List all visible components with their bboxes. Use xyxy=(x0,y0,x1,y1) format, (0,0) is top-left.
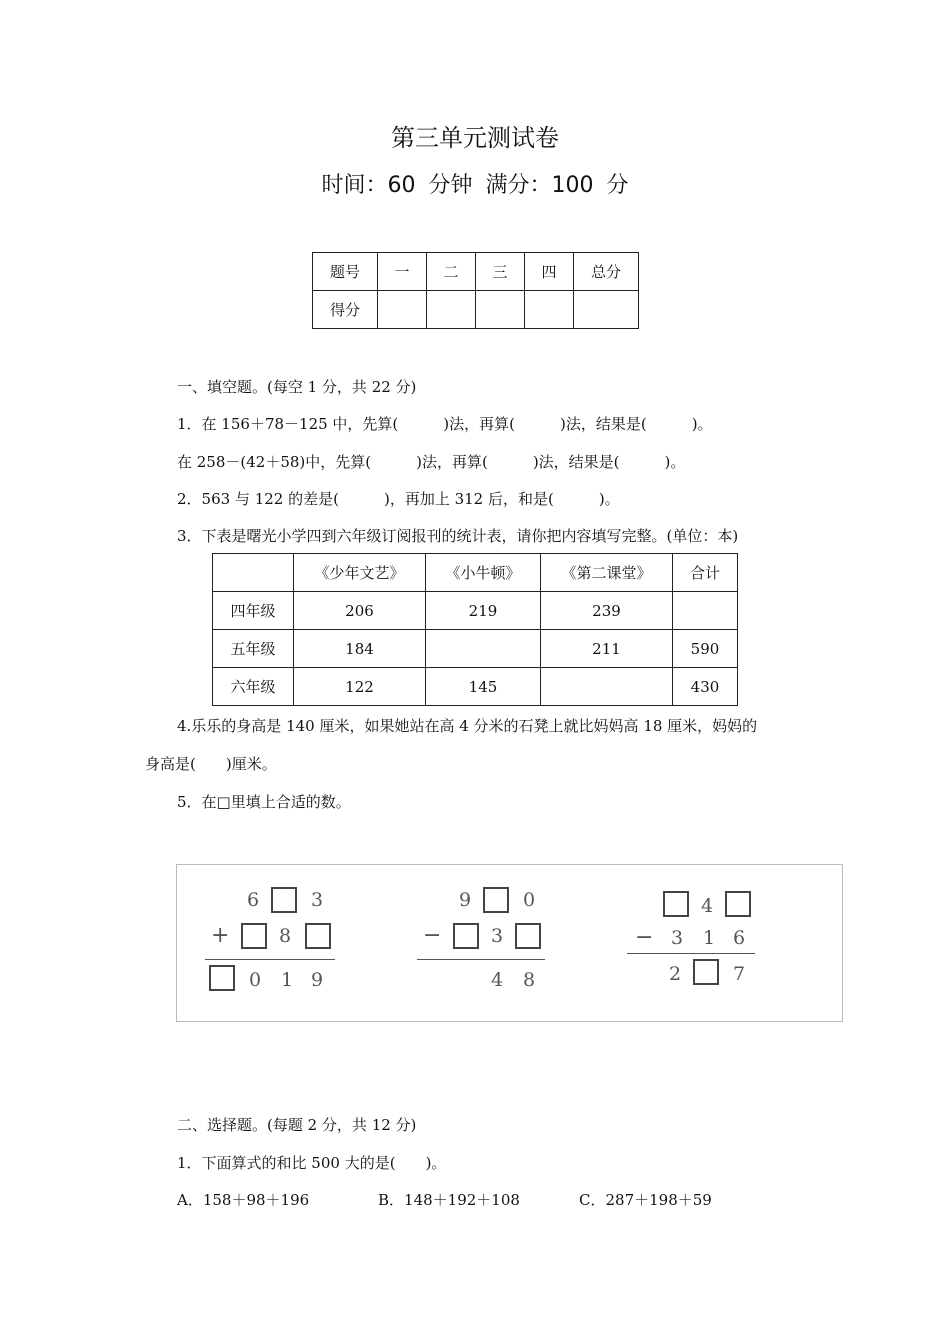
difference-line xyxy=(417,959,545,960)
page-title: 第三单元测试卷 xyxy=(391,124,559,152)
score-cell[interactable] xyxy=(378,291,427,329)
sum-line xyxy=(205,959,335,960)
stat-header-cell: 《小牛顿》 xyxy=(426,554,541,592)
stat-cell: 590 xyxy=(673,630,738,668)
digit: 8 xyxy=(279,925,292,947)
score-cell[interactable] xyxy=(476,291,525,329)
difference-line xyxy=(627,953,755,954)
score-header-cell: 总分 xyxy=(574,253,639,291)
stat-cell: 145 xyxy=(426,668,541,706)
score-header-cell: 题号 xyxy=(313,253,378,291)
section2-heading: 二、选择题。(每题 2 分，共 12 分) xyxy=(177,1116,417,1134)
grade-label: 六年级 xyxy=(213,668,294,706)
section1-heading: 一、填空题。(每空 1 分，共 22 分) xyxy=(177,378,417,396)
score-label-cell: 得分 xyxy=(313,291,378,329)
grade-label: 五年级 xyxy=(213,630,294,668)
digit: 0 xyxy=(523,889,536,911)
blank-box[interactable] xyxy=(693,959,719,985)
blank-box[interactable] xyxy=(663,891,689,917)
option-a[interactable]: A．158＋98＋196 xyxy=(177,1191,310,1209)
stat-cell: 184 xyxy=(294,630,426,668)
choice-question-1: 1．下面算式的和比 500 大的是( )。 xyxy=(177,1154,447,1172)
option-c[interactable]: C．287＋198＋59 xyxy=(579,1191,712,1209)
stat-cell: 219 xyxy=(426,592,541,630)
stat-cell[interactable] xyxy=(426,630,541,668)
score-cell[interactable] xyxy=(574,291,639,329)
stat-cell[interactable] xyxy=(673,592,738,630)
blank-box[interactable] xyxy=(241,923,267,949)
digit: 4 xyxy=(701,895,714,917)
question-2: 2．563 与 122 的差是( )，再加上 312 后，和是( )。 xyxy=(177,490,620,508)
table-row xyxy=(213,592,738,630)
digit: 7 xyxy=(733,963,746,985)
score-cell[interactable] xyxy=(427,291,476,329)
digit: 2 xyxy=(669,963,682,985)
stat-cell: 122 xyxy=(294,668,426,706)
digit: 3 xyxy=(491,925,504,947)
blank-box[interactable] xyxy=(271,887,297,913)
time-score-info: 时间：60 分钟 满分：100 分 xyxy=(321,173,629,198)
stat-header-cell: 《第二课堂》 xyxy=(541,554,673,592)
digit: 9 xyxy=(311,969,324,991)
blank-box[interactable] xyxy=(453,923,479,949)
question-5: 5．在□里填上合适的数。 xyxy=(177,793,351,811)
score-header-cell: 二 xyxy=(427,253,476,291)
option-b[interactable]: B．148＋192＋108 xyxy=(378,1191,520,1209)
question-3: 3．下表是曙光小学四到六年级订阅报刊的统计表，请你把内容填写完整。(单位：本) xyxy=(177,527,739,545)
question-1b: 在 258－(42＋58)中，先算( )法，再算( )法，结果是( )。 xyxy=(177,453,686,471)
blank-box[interactable] xyxy=(725,891,751,917)
blank-box[interactable] xyxy=(305,923,331,949)
stat-header-cell: 《少年文艺》 xyxy=(294,554,426,592)
score-header-cell: 三 xyxy=(476,253,525,291)
score-header-cell: 四 xyxy=(525,253,574,291)
vertical-arithmetic-panel xyxy=(176,864,843,1022)
digit: 0 xyxy=(249,969,262,991)
stat-cell: 430 xyxy=(673,668,738,706)
digit: 8 xyxy=(523,969,536,991)
question-1a: 1．在 156＋78－125 中，先算( )法，再算( )法，结果是( )。 xyxy=(177,415,713,433)
grade-label: 四年级 xyxy=(213,592,294,630)
stats-table xyxy=(212,553,738,706)
digit: 3 xyxy=(671,927,684,949)
stat-header-cell: 合计 xyxy=(673,554,738,592)
digit: 3 xyxy=(311,889,324,911)
digit: 1 xyxy=(703,927,716,949)
minus-sign: − xyxy=(423,923,442,948)
digit: 4 xyxy=(491,969,504,991)
blank-box[interactable] xyxy=(209,965,235,991)
blank-box[interactable] xyxy=(483,887,509,913)
stat-cell: 239 xyxy=(541,592,673,630)
blank-box[interactable] xyxy=(515,923,541,949)
table-row xyxy=(213,630,738,668)
plus-sign: + xyxy=(211,923,230,948)
stat-header-cell xyxy=(213,554,294,592)
table-row xyxy=(213,668,738,706)
digit: 1 xyxy=(281,969,294,991)
question-4a: 4.乐乐的身高是 140 厘米，如果她站在高 4 分米的石凳上就比妈妈高 18 厘米，妈妈的 xyxy=(177,717,758,735)
digit: 6 xyxy=(733,927,746,949)
score-cell[interactable] xyxy=(525,291,574,329)
stat-cell[interactable] xyxy=(541,668,673,706)
stat-cell: 211 xyxy=(541,630,673,668)
digit: 9 xyxy=(459,889,472,911)
digit: 6 xyxy=(247,889,260,911)
stat-cell: 206 xyxy=(294,592,426,630)
question-4b: 身高是( )厘米。 xyxy=(145,755,277,773)
minus-sign: − xyxy=(635,925,654,950)
score-header-cell: 一 xyxy=(378,253,427,291)
score-table xyxy=(312,252,639,329)
